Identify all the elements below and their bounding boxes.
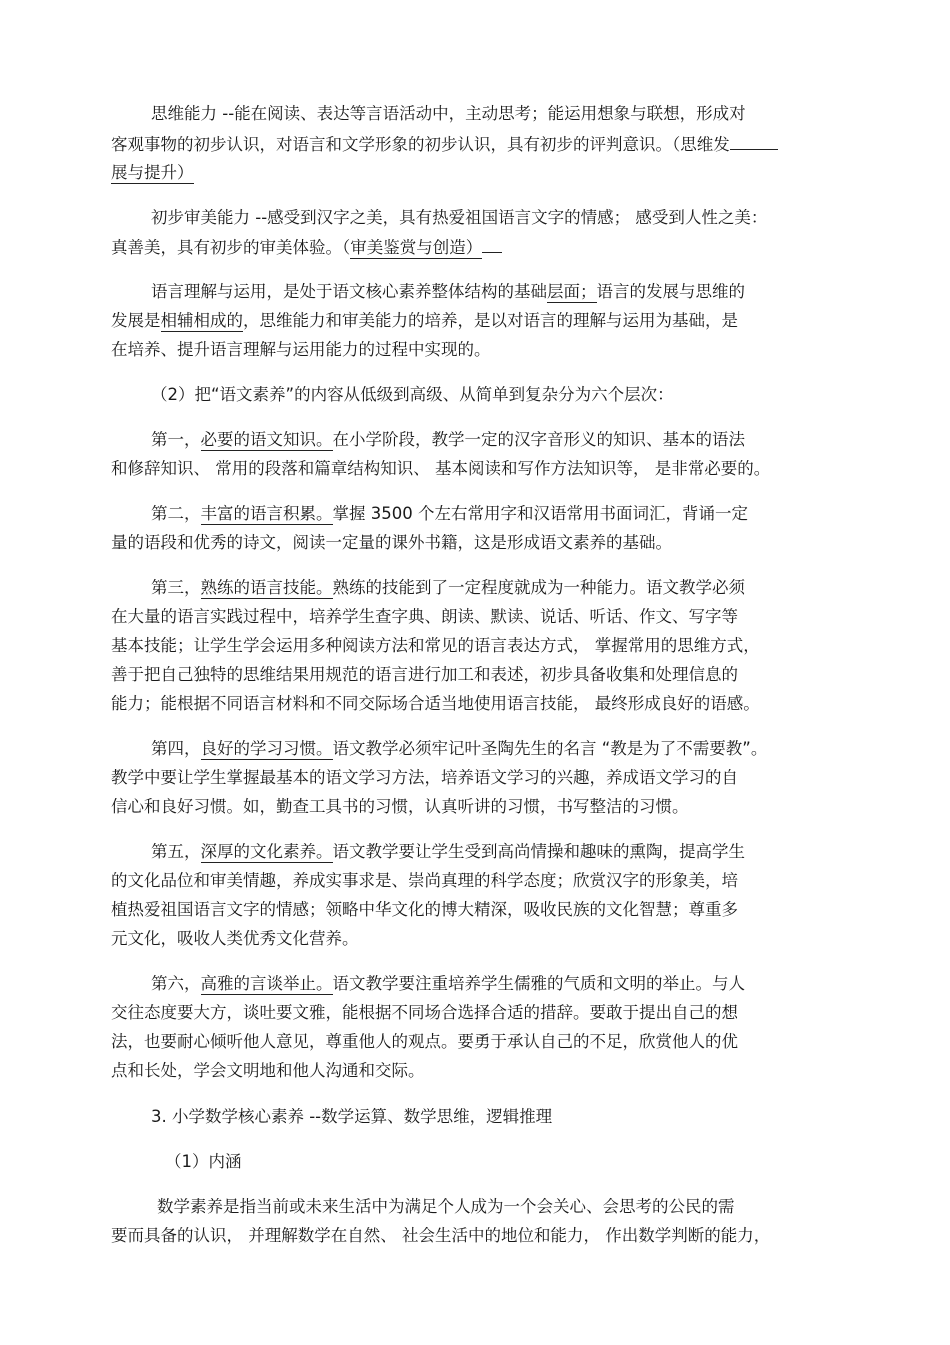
- paragraph-line: 基本技能；让学生学会运用多种阅读方法和常见的语言表达方式， 掌握常用的思维方式，: [111, 636, 760, 655]
- text-segment: 语文教学必须牢记叶圣陶先生的名言 “教是为了不需要教”。: [332, 739, 768, 758]
- paragraph-line: [111, 133, 778, 155]
- paragraph-line: [151, 577, 745, 599]
- section-heading: 3. 小学数学核心素养 --数学运算、数学思维，逻辑推理: [151, 1107, 553, 1126]
- paragraph-line: [111, 310, 738, 332]
- text-segment: 语文教学要注重培养学生儒雅的气质和文明的举止。与人: [332, 974, 745, 993]
- underlined-text: 必要的语文知识。: [200, 430, 333, 449]
- underlined-text: 熟练的语言技能。: [200, 578, 333, 597]
- paragraph-line: 能力；能根据不同语言材料和不同交际场合适当地使用语言技能， 最终形成良好的语感。: [111, 694, 760, 713]
- paragraph-line: 善于把自己独特的思维结果用规范的语言进行加工和表述，初步具备收集和处理信息的: [111, 665, 738, 684]
- text-segment: 在小学阶段，教学一定的汉字音形义的知识、基本的语法: [332, 430, 745, 449]
- paragraph-line: [151, 503, 748, 525]
- paragraph-line: [151, 841, 745, 863]
- underlined-text: 相辅相成的: [160, 311, 243, 330]
- paragraph-line: 初步审美能力 --感受到汉字之美，具有热爱祖国语言文字的情感； 感受到人性之美：: [151, 208, 768, 227]
- paragraph-line: 和修辞知识、 常用的段落和篇章结构知识、 基本阅读和写作方法知识等， 是非常必要的。: [111, 459, 771, 478]
- underlined-text: 高雅的言谈举止。: [200, 974, 333, 993]
- text-segment: 语文教学要让学生受到高尚情操和趣味的熏陶，提高学生: [332, 842, 745, 861]
- paragraph-line: 在培养、提升语言理解与运用能力的过程中实现的。: [111, 340, 491, 359]
- paragraph-line: 教学中要让学生掌握最基本的语文学习方法，培养语文学习的兴趣，养成语文学习的自: [111, 768, 738, 787]
- paragraph-line: 法，也要耐心倾听他人意见，尊重他人的观点。要勇于承认自己的不足，欣赏他人的优: [111, 1032, 738, 1051]
- paragraph-line: 点和长处，学会文明地和他人沟通和交际。: [111, 1061, 425, 1080]
- text-segment: 第三，: [151, 578, 201, 597]
- text-segment: 发展是: [111, 311, 161, 330]
- paragraph-line: 量的语段和优秀的诗文，阅读一定量的课外书籍，这是形成语文素养的基础。: [111, 533, 672, 552]
- paragraph-line: 思维能力 --能在阅读、表达等言语活动中，主动思考；能运用想象与联想，形成对: [151, 104, 746, 123]
- underlined-text: 深厚的文化素养。: [200, 842, 333, 861]
- text-segment: ，思维能力和审美能力的培养，是以对语言的理解与运用为基础，是: [243, 311, 738, 330]
- underline-blank: [482, 236, 502, 253]
- paragraph-line: 在大量的语言实践过程中，培养学生查字典、朗读、默读、说话、听话、作文、写字等: [111, 607, 738, 626]
- text-segment: 语言理解与运用，是处于语文核心素养整体结构的基础: [151, 282, 547, 301]
- underline-blank: [730, 133, 778, 150]
- text-segment: 语言的发展与思维的: [596, 282, 745, 301]
- paragraph-line: [151, 429, 745, 451]
- paragraph-line: [151, 973, 745, 995]
- text-segment: 掌握 3500 个左右常用字和汉语常用书面词汇，背诵一定: [332, 504, 748, 523]
- underlined-text: 审美鉴赏与创造）: [350, 238, 483, 257]
- text-segment: 真善美，具有初步的审美体验。（: [111, 238, 351, 257]
- text-segment: 第一，: [151, 430, 201, 449]
- text-segment: 第二，: [151, 504, 201, 523]
- paragraph-line: （2）把“语文素养”的内容从低级到高级、从简单到复杂分为六个层次：: [151, 385, 674, 404]
- text-segment: 熟练的技能到了一定程度就成为一种能力。语文教学必须: [332, 578, 745, 597]
- text-segment: 客观事物的初步认识，对语言和文学形象的初步认识，具有初步的评判意识。（思维发: [111, 135, 730, 154]
- text-segment: 第五，: [151, 842, 201, 861]
- paragraph-line: [151, 281, 745, 303]
- paragraph-line: [151, 738, 767, 760]
- paragraph-line: 交往态度要大方，谈吐要文雅，能根据不同场合选择合适的措辞。要敢于提出自己的想: [111, 1003, 738, 1022]
- underlined-text: 良好的学习习惯。: [200, 739, 333, 758]
- text-segment: 第六，: [151, 974, 201, 993]
- paragraph-line: 信心和良好习惯。如，勤查工具书的习惯，认真听讲的习惯，书写整洁的习惯。: [111, 797, 689, 816]
- paragraph-line: [111, 236, 502, 258]
- underlined-text: 层面；: [547, 282, 597, 301]
- paragraph-line: [111, 162, 194, 184]
- text-segment: 第四，: [151, 739, 201, 758]
- paragraph-line: 的文化品位和审美情趣，养成实事求是、崇尚真理的科学态度；欣赏汉字的形象美，培: [111, 871, 738, 890]
- paragraph-line: 要而具备的认识， 并理解数学在自然、 社会生活中的地位和能力， 作出数学判断的能力，: [111, 1226, 771, 1245]
- underlined-text: 展与提升）: [111, 163, 194, 182]
- paragraph-line: 元文化，吸收人类优秀文化营养。: [111, 929, 359, 948]
- underlined-text: 丰富的语言积累。: [200, 504, 333, 523]
- subsection-heading: （1）内涵: [165, 1152, 242, 1171]
- paragraph-line: 数学素养是指当前或未来生活中为满足个人成为一个会关心、会思考的公民的需: [157, 1197, 735, 1216]
- paragraph-line: 植热爱祖国语言文字的情感；领略中华文化的博大精深，吸收民族的文化智慧；尊重多: [111, 900, 738, 919]
